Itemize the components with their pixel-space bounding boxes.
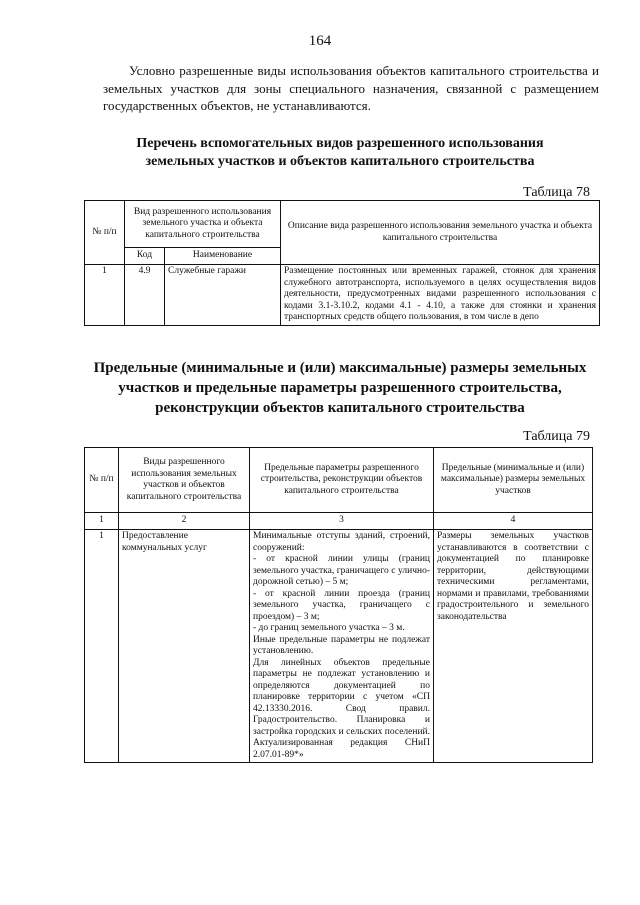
param-line: - от красной линии проезда (границ земельного участка, граничащего с проездом) – 3 м; — [253, 588, 430, 622]
table-78 — [84, 200, 600, 326]
param-line: Минимальные отступы зданий, строений, сооружений: — [253, 531, 430, 553]
header-code: Код — [125, 248, 165, 265]
row-kind: Предоставление коммунальных услуг — [119, 530, 250, 763]
table-79 — [84, 447, 593, 763]
heading-line: Перечень вспомогательных видов разрешенного использования — [136, 136, 544, 151]
header-num: № п/п — [85, 201, 125, 265]
table-row — [85, 530, 593, 763]
column-number: 4 — [434, 513, 593, 530]
heading-line: реконструкции объектов капитального строительства — [155, 400, 525, 416]
heading-line: земельных участков и объектов капитального строительства — [145, 154, 535, 169]
param-line: - до границ земельного участка – 3 м. — [253, 623, 405, 633]
header-sizes: Предельные (минимальные и (или) максимальные) размеры земельных участков — [434, 448, 593, 513]
param-line: - от красной линии улицы (границ земельного участка, граничащего с улично-дорожной сетью) – 5 м; — [253, 554, 430, 587]
header-kinds: Виды разрешенного использования земельных участков и объектов капитального строительства — [119, 448, 250, 513]
intro-paragraph: Условно разрешенные виды использования объектов капитального строительства и земельных участков для зоны специального назначения, связанной с размещением государственных объектов, не устанавливаются. — [103, 63, 599, 113]
row-num: 1 — [85, 530, 119, 763]
header-description: Описание вида разрешенного использования земельного участка и объекта капитального строительства — [281, 201, 600, 265]
table-79-caption: Таблица 79 — [523, 429, 590, 444]
row-code: 4.9 — [125, 265, 165, 326]
header-params: Предельные параметры разрешенного строительства, реконструкции объектов капитального строительства — [250, 448, 434, 513]
table-78-caption: Таблица 78 — [523, 185, 590, 200]
header-num: № п/п — [85, 448, 119, 513]
table-row — [85, 265, 600, 326]
header-kind: Вид разрешенного использования земельного участка и объекта капитального строительства — [125, 201, 281, 248]
page-number: 164 — [308, 33, 332, 49]
column-number: 3 — [250, 513, 434, 530]
param-line: Иные предельные параметры не подлежат установлению. — [253, 634, 430, 656]
heading-line: Предельные (минимальные и (или) максимальные) размеры земельных — [93, 360, 587, 376]
param-line: Для линейных объектов предельные параметры не подлежат установлению и определяются документацией по планировке территории с учетом «СП 42.13330.2016. Свод правил. Градостроительство. Планировка и застройка городских и сельских поселений. Актуализированная редакция СНиП 2.07.01-89*» — [253, 657, 430, 760]
column-number: 2 — [119, 513, 250, 530]
row-num: 1 — [85, 265, 125, 326]
row-description: Размещение постоянных или временных гаражей, стоянок для хранения служебного автотранспорта, используемого в целях осуществления видов деятельности, предусмотренных видами разрешенного использования с кодами 3.1-3.10.2, кодами 4.1 - 4.10, а также для стоянки и хранения транспортных средств общего пользования, в том числе в депо — [281, 265, 600, 326]
heading-auxiliary-uses — [70, 135, 610, 171]
row-sizes: Размеры земельных участков устанавливаются в соответствии с документацией по планировке территории, действующими техническими регламентами, нормами и правилами, требованиями градостроительного и земельного законодательства — [434, 530, 593, 763]
column-number: 1 — [85, 513, 119, 530]
header-name: Наименование — [165, 248, 281, 265]
heading-limits — [70, 358, 610, 418]
row-name: Служебные гаражи — [165, 265, 281, 326]
row-params — [250, 530, 434, 763]
heading-line: участков и предельные параметры разрешенного строительства, — [118, 380, 562, 396]
